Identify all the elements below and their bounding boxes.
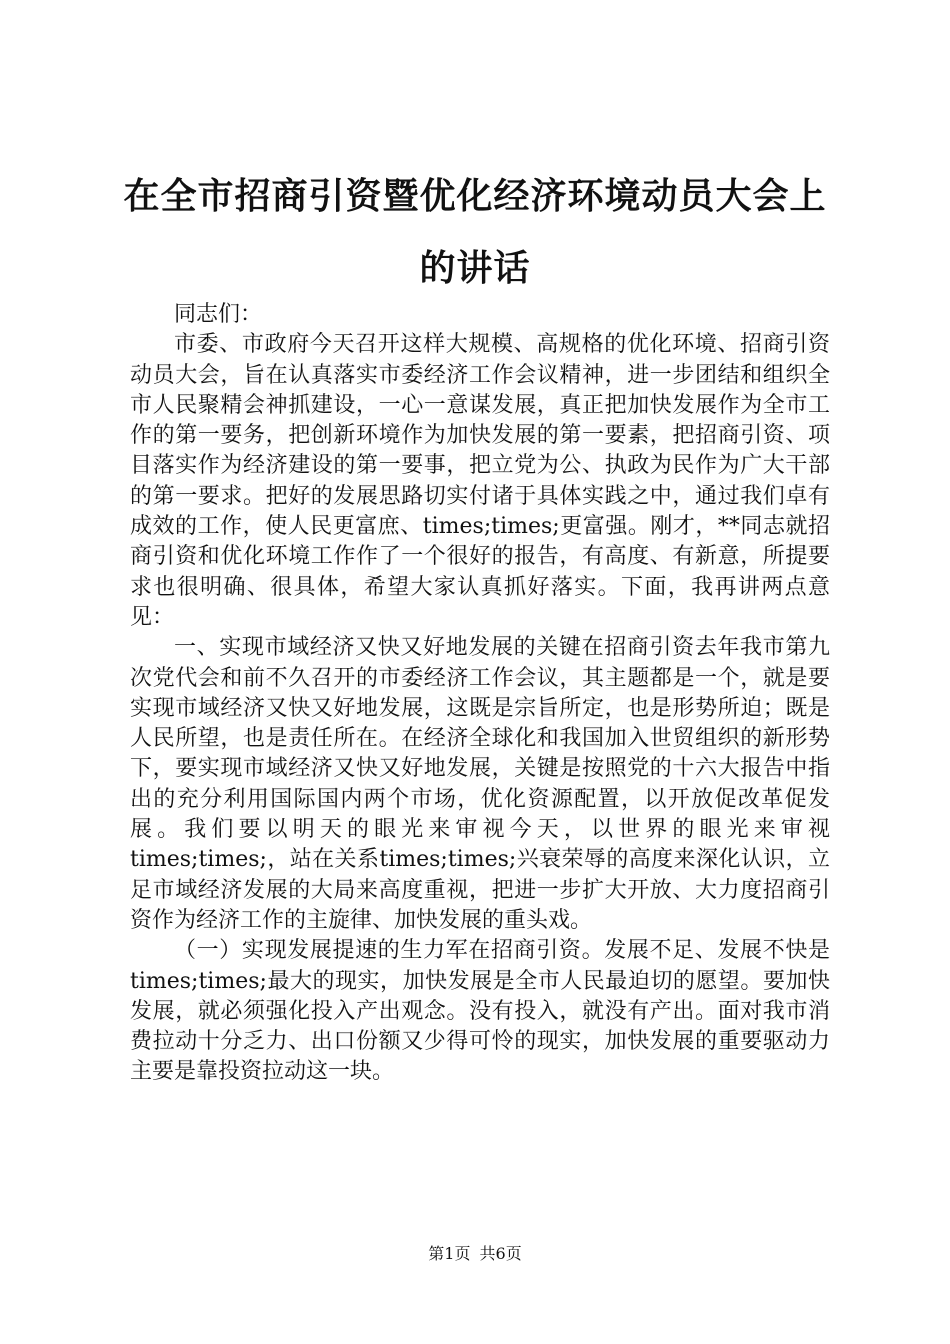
document-body xyxy=(130,300,830,1088)
salutation: 同志们： xyxy=(174,302,263,327)
document-title: 在全市招商引资暨优化经济环境动员大会上的讲话 xyxy=(123,175,827,289)
page-footer xyxy=(0,1244,950,1264)
page-number: 第1页 xyxy=(428,1244,471,1263)
paragraph-section-one: 一、实现市域经济又快又好地发展的关键在招商引资去年我市第九次党代会和前不久召开的市委经济工作会议，其主题都是一个，就是要实现市域经济又快又好地发展，这既是宗旨所定，也是形势所迫；既是人民所望，也是责任所在。在经济全球化和我国加入世贸组织的新形势下，要实现市域经济又快又好地发展，关键是按照党的十六大报告中指出的充分利用国际国内两个市场，优化资源配置，以开放促改革促发展。我们要以明天的眼光来审视今天，以世界的眼光来审视times;times;，站在关系times;times;兴衰荣辱的高度来深化认识，立足市域经济发展的大局来高度重视，把进一步扩大开放、大力度招商引资作为经济工作的主旋律、加快发展的重头戏。 xyxy=(130,635,830,933)
paragraph-subsection-one: （一）实现发展提速的生力军在招商引资。发展不足、发展不快是times;times;最大的现实，加快发展是全市人民最迫切的愿望。要加快发展，就必须强化投入产出观念。没有投入，就没有产出。面对我市消费拉动十分乏力、出口份额又少得可怜的现实，加快发展的重要驱动力主要是靠投资拉动这一块。 xyxy=(130,938,830,1085)
page-total: 共6页 xyxy=(479,1244,522,1263)
paragraph-intro: 市委、市政府今天召开这样大规模、高规格的优化环境、招商引资动员大会，旨在认真落实市委经济工作会议精神，进一步团结和组织全市人民聚精会神抓建设，一心一意谋发展，真正把加快发展作为全市工作的第一要务，把创新环境作为加快发展的第一要素，把招商引资、项目落实作为经济建设的第一要事，把立党为公、执政为民作为广大干部的第一要求。把好的发展思路切实付诸于具体实践之中，通过我们卓有成效的工作，使人民更富庶、times;times;更富强。刚才，**同志就招商引资和优化环境工作作了一个很好的报告，有高度、有新意，所提要求也很明确、很具体，希望大家认真抓好落实。下面，我再讲两点意见： xyxy=(130,332,830,630)
